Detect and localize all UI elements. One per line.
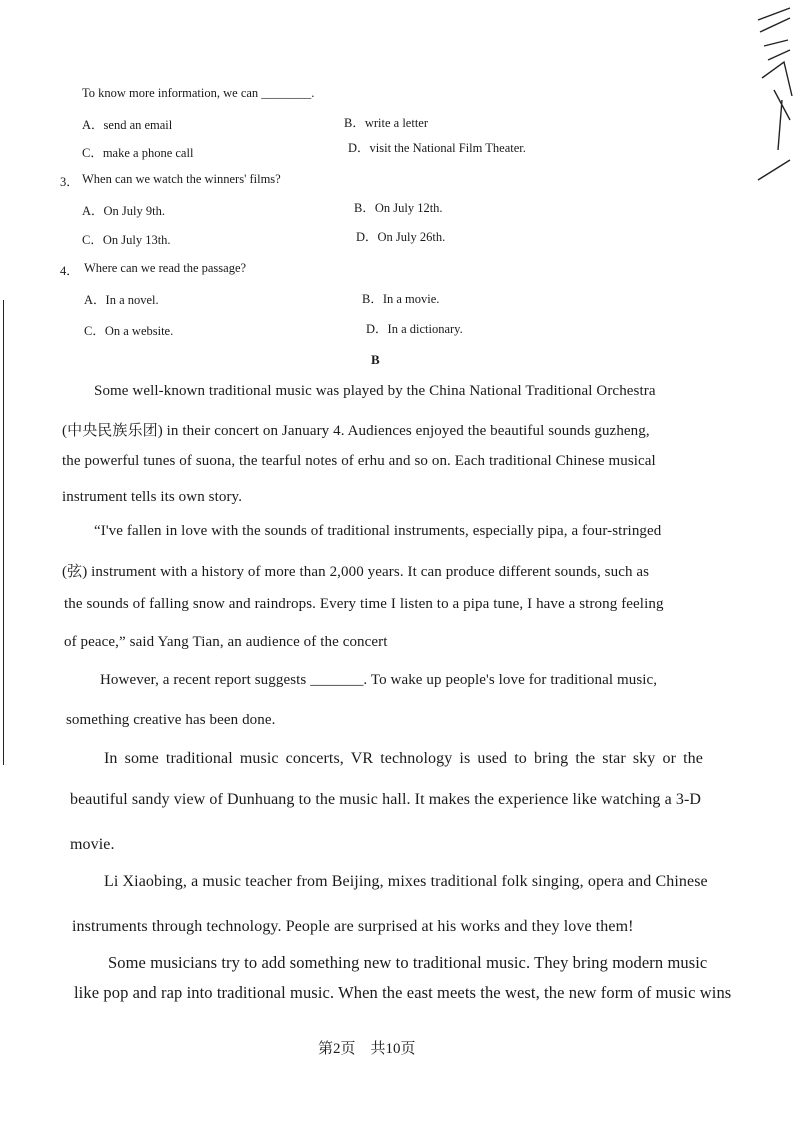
page-number-footer: 第2页 共10页 <box>318 1041 416 1057</box>
question-4-stem: Where can we read the passage? <box>84 261 247 275</box>
q2-option-b: B．write a letter <box>344 116 428 130</box>
q4-option-b: B．In a movie. <box>362 292 440 306</box>
q3-option-c: C．On July 13th. <box>82 233 171 247</box>
q2-option-d: D．visit the National Film Theater. <box>348 141 526 155</box>
question-3-number: 3． <box>60 175 79 189</box>
passage-line: (弦) instrument with a history of more than 2,000 years. It can produce different sounds, such as <box>62 564 650 580</box>
q3-option-a: A．On July 9th. <box>82 204 165 218</box>
q4-option-a: A．In a novel. <box>84 293 159 307</box>
passage-line: something creative has been done. <box>66 712 276 728</box>
q2-option-c: C．make a phone call <box>82 146 194 160</box>
passage-line: instrument tells its own story. <box>62 489 243 505</box>
passage-line: the powerful tunes of suona, the tearful notes of erhu and so on. Each traditional Chinese musical <box>62 453 656 469</box>
q3-option-b: B．On July 12th. <box>354 201 443 215</box>
q2-option-a: A．send an email <box>82 118 173 132</box>
margin-binding-line <box>3 300 4 765</box>
passage-line: the sounds of falling snow and raindrops. Every time I listen to a pipa tune, I have a strong feeling <box>64 596 664 612</box>
passage-line: (中央民族乐团) in their concert on January 4. Audiences enjoyed the beautiful sounds guzheng, <box>62 423 650 439</box>
passage-line: Li Xiaobing, a music teacher from Beijing, mixes traditional folk singing, opera and Chinese <box>104 873 708 890</box>
question-3-stem: When can we watch the winners' films? <box>82 172 281 186</box>
q4-option-c: C．On a website. <box>84 324 174 338</box>
q3-option-d: D．On July 26th. <box>356 230 446 244</box>
section-b-heading: B <box>371 352 380 367</box>
question-2-stem: To know more information, we can ________. <box>82 86 315 100</box>
passage-line: beautiful sandy view of Dunhuang to the music hall. It makes the experience like watching a 3-D <box>70 791 702 808</box>
passage-line: “I've fallen in love with the sounds of traditional instruments, especially pipa, a four-stringed <box>94 523 662 539</box>
question-4-number: 4． <box>60 264 79 278</box>
passage-line: instruments through technology. People are surprised at his works and they love them! <box>72 918 634 935</box>
q4-option-d: D．In a dictionary. <box>366 322 463 336</box>
passage-line: Some well-known traditional music was played by the China National Traditional Orchestra <box>94 383 656 399</box>
pen-scribble-graphic <box>754 0 794 190</box>
passage-line: In some traditional music concerts, VR technology is used to bring the star sky or the <box>104 750 703 767</box>
passage-line: of peace,” said Yang Tian, an audience of the concert <box>64 634 388 650</box>
passage-line: movie. <box>70 836 115 853</box>
passage-line: like pop and rap into traditional music. When the east meets the west, the new form of music wins <box>74 983 732 1002</box>
passage-line: However, a recent report suggests _______. To wake up people's love for traditional music, <box>100 672 658 688</box>
passage-line: Some musicians try to add something new to traditional music. They bring modern music <box>108 953 708 972</box>
